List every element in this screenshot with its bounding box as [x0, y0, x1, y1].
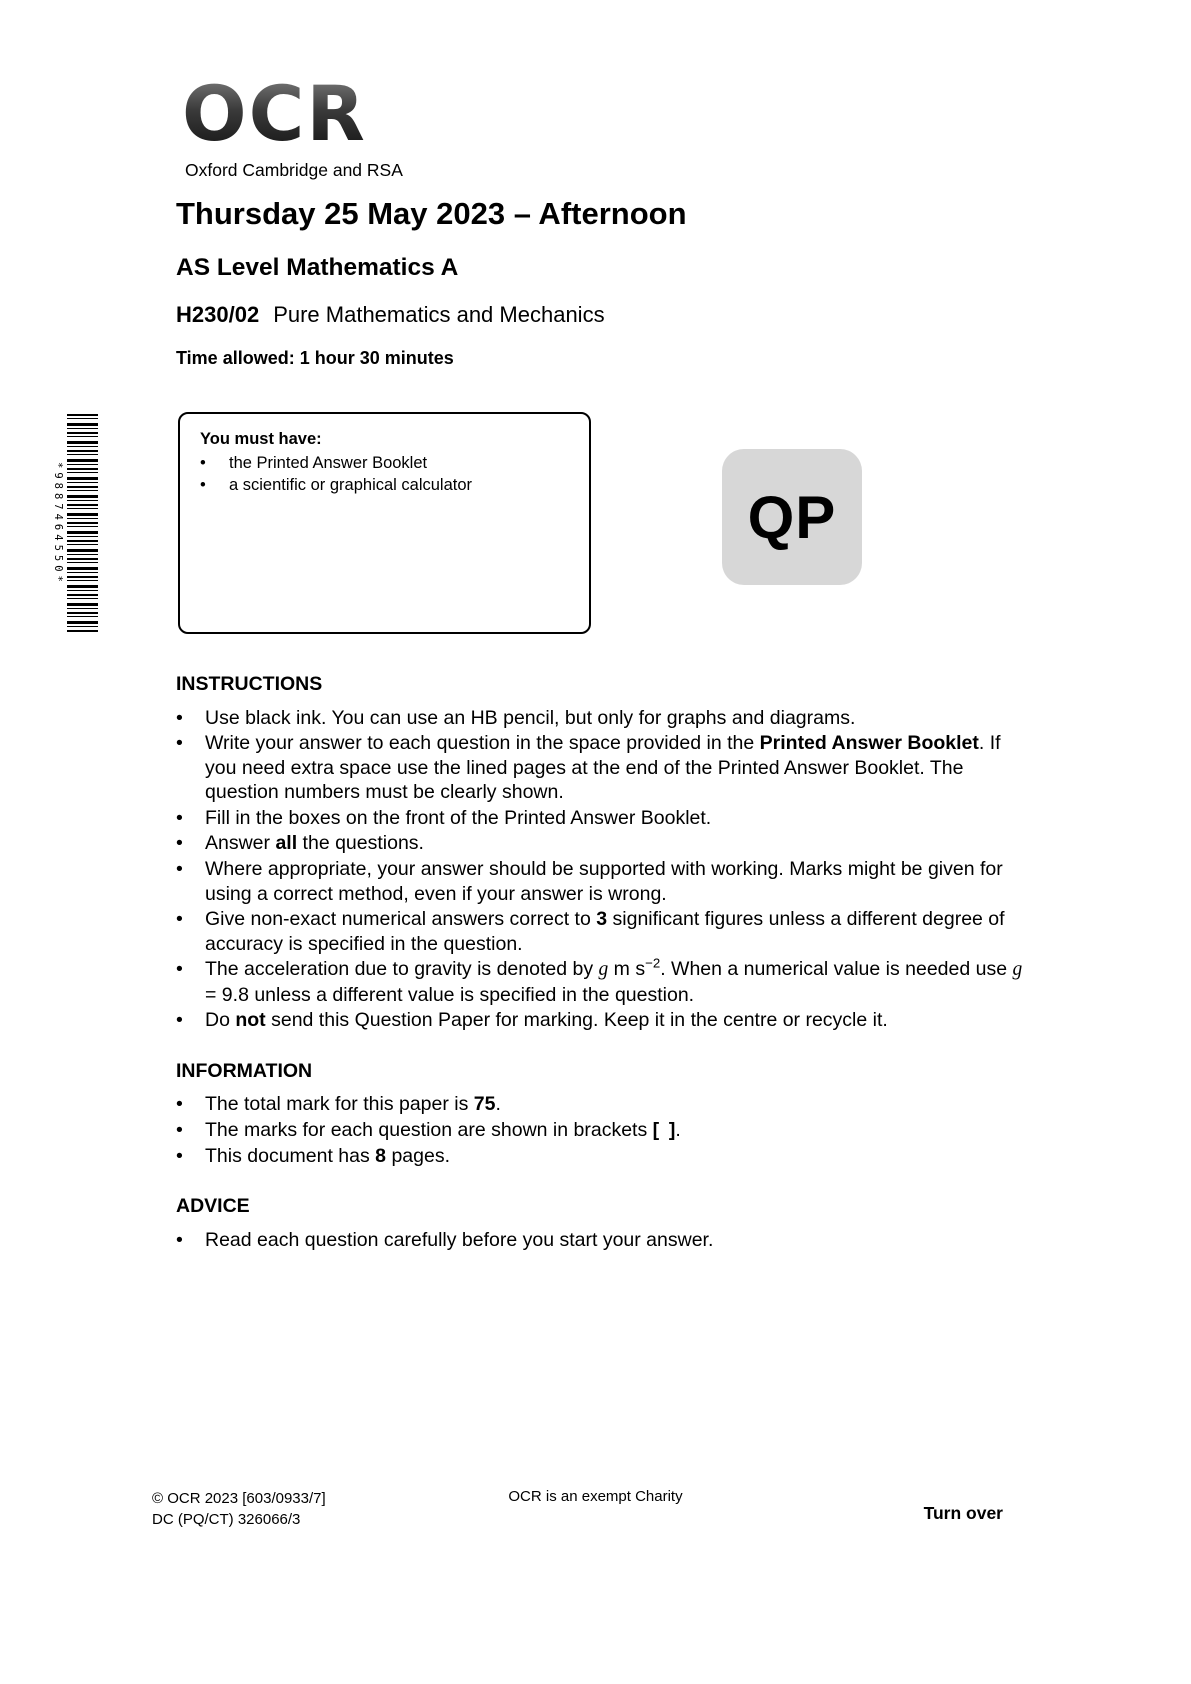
bullet-text: Give non-exact numerical answers correct to 3 significant figures unless a different degree of accuracy is specified in the question.	[205, 908, 1005, 955]
bullet-dot: •	[176, 857, 183, 880]
paper-code-line	[176, 302, 605, 328]
section-heading: ADVICE	[176, 1195, 250, 1218]
bullet-item	[176, 1228, 1024, 1253]
bullet-dot: •	[176, 1228, 183, 1251]
bullet-text: Use black ink. You can use an HB pencil, but only for graphs and diagrams.	[205, 706, 856, 729]
must-have-heading: You must have:	[200, 430, 322, 448]
must-have-list	[200, 453, 569, 496]
bullet-dot: •	[176, 832, 183, 855]
bullet-text: Write your answer to each question in the space provided in the Printed Answer Booklet. If you need extra space use the lined pages at the end of the Printed Answer Booklet. The question numbers must be clearly shown.	[205, 732, 1001, 804]
bullet-item	[176, 1008, 1024, 1033]
qp-badge: QP	[722, 449, 862, 585]
bullet-text: This document has 8 pages.	[205, 1144, 450, 1167]
bullet-item	[176, 907, 1024, 956]
paper-subtitle: AS Level Mathematics A	[176, 254, 459, 281]
bullet-text: the Printed Answer Booklet	[229, 454, 428, 473]
bullet-item	[176, 831, 1024, 856]
instructions-list	[176, 706, 1024, 1033]
bullet-item	[176, 957, 1024, 1007]
bullet-item	[176, 857, 1024, 906]
footer-charity-note: OCR is an exempt Charity	[508, 1488, 683, 1505]
bullet-dot: •	[200, 454, 206, 473]
bullet-item	[176, 706, 1024, 731]
paper-code: H230/02	[176, 302, 260, 327]
bullet-item	[176, 1092, 1024, 1117]
barcode	[52, 414, 98, 634]
barcode-text: *9887464550*	[52, 462, 64, 586]
ocr-tagline: Oxford Cambridge and RSA	[185, 160, 403, 180]
bullet-dot: •	[176, 908, 183, 931]
information-list	[176, 1092, 1024, 1168]
section-information	[176, 1059, 1024, 1168]
bullet-dot: •	[176, 706, 183, 729]
bullet-dot: •	[176, 958, 183, 981]
page-footer	[0, 1488, 1191, 1548]
bullet-text: Read each question carefully before you start your answer.	[205, 1228, 714, 1251]
bullet-text: Do not send this Question Paper for marking. Keep it in the centre or recycle it.	[205, 1009, 888, 1032]
bullet-text: The marks for each question are shown in brackets [ ].	[205, 1119, 681, 1141]
paper-name: Pure Mathematics and Mechanics	[273, 302, 605, 327]
section-instructions	[176, 672, 1024, 1033]
advice-list	[176, 1228, 1024, 1253]
section-heading: INFORMATION	[176, 1059, 313, 1082]
bullet-dot: •	[200, 476, 206, 495]
bullet-text: Answer all the questions.	[205, 832, 424, 855]
bullet-dot: •	[176, 1119, 183, 1141]
section-advice	[176, 1194, 1024, 1252]
footer-copyright-line1: © OCR 2023 [603/0933/7]	[152, 1490, 326, 1507]
bullet-item	[176, 731, 1024, 805]
bullet-text: Where appropriate, your answer should be supported with working. Marks might be given for using a correct method, even if your answer is wrong.	[205, 857, 1003, 905]
bullet-dot: •	[176, 1009, 183, 1032]
bullet-dot: •	[176, 806, 183, 829]
bullet-dot: •	[176, 732, 183, 755]
cover-body	[176, 672, 1024, 1253]
bullet-text: Fill in the boxes on the front of the Printed Answer Booklet.	[205, 806, 712, 829]
time-allowed: Time allowed: 1 hour 30 minutes	[176, 348, 454, 368]
bullet-item	[176, 1118, 1024, 1143]
paper-title: Thursday 25 May 2023 – Afternoon	[176, 196, 687, 231]
bullet-text: The total mark for this paper is 75.	[205, 1093, 501, 1116]
bullet-item	[176, 806, 1024, 831]
bullet-text: The acceleration due to gravity is denoted by g m $s^{-2}$. When a numerical value is needed use g = 9.8 unless a different value is specified in the question.	[205, 955, 1023, 1006]
bullet-item	[200, 475, 569, 496]
bullet-item	[200, 453, 569, 474]
barcode-bars	[67, 414, 98, 634]
section-heading: INSTRUCTIONS	[176, 673, 323, 695]
turn-over-label: Turn over	[923, 1503, 1003, 1523]
footer-copyright-line2: DC (PQ/CT) 326066/3	[152, 1511, 301, 1528]
bullet-text: a scientific or graphical calculator	[229, 476, 473, 495]
must-have-box	[178, 412, 591, 634]
bullet-dot: •	[176, 1144, 183, 1167]
bullet-item	[176, 1144, 1024, 1169]
bullet-dot: •	[176, 1093, 183, 1116]
ocr-logo: OCR	[182, 69, 367, 158]
